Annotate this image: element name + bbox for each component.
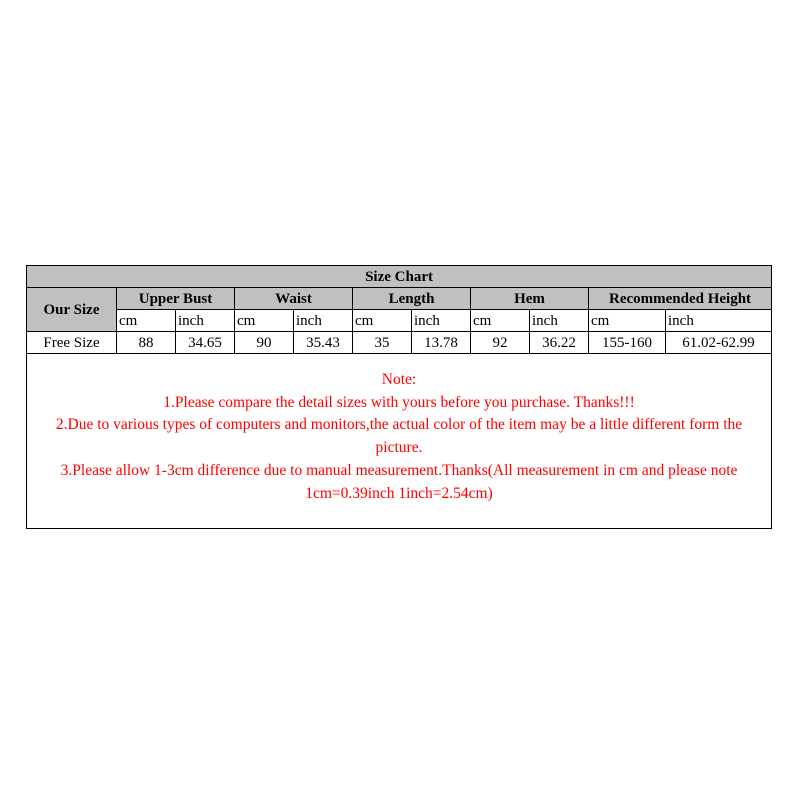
waist-header: Waist — [235, 288, 353, 310]
note-line-1: 1.Please compare the detail sizes with yours before you purchase. Thanks!!! — [163, 393, 635, 411]
value-cell: 92 — [471, 332, 530, 354]
note-block — [31, 354, 767, 505]
upper-bust-header: Upper Bust — [117, 288, 235, 310]
table-row — [27, 332, 772, 354]
value-cell: 36.22 — [530, 332, 589, 354]
unit-cell: inch — [176, 310, 235, 332]
table-title: Size Chart — [27, 266, 772, 288]
value-cell: 88 — [117, 332, 176, 354]
unit-cell: cm — [589, 310, 666, 332]
column-header-row — [27, 288, 772, 310]
value-cell: 34.65 — [176, 332, 235, 354]
value-cell: 35.43 — [294, 332, 353, 354]
hem-header: Hem — [471, 288, 589, 310]
unit-cell: cm — [353, 310, 412, 332]
length-header: Length — [353, 288, 471, 310]
size-chart-table — [26, 265, 772, 529]
value-cell: 35 — [353, 332, 412, 354]
unit-cell: inch — [294, 310, 353, 332]
size-chart — [26, 265, 771, 529]
unit-cell: cm — [471, 310, 530, 332]
value-cell: 90 — [235, 332, 294, 354]
note-row — [27, 354, 772, 529]
unit-cell: cm — [117, 310, 176, 332]
note-line-2: 2.Due to various types of computers and monitors,the actual color of the item may be a little different form the picture. — [55, 416, 743, 457]
value-cell: 61.02-62.99 — [666, 332, 772, 354]
note-line-3: 3.Please allow 1-3cm difference due to manual measurement.Thanks(All measurement in cm and please note 1cm=0.39inch 1inch=2.54cm) — [60, 461, 738, 502]
unit-row — [27, 310, 772, 332]
note-cell — [27, 354, 772, 529]
value-cell: 13.78 — [412, 332, 471, 354]
size-label: Free Size — [27, 332, 117, 354]
unit-cell: inch — [666, 310, 772, 332]
title-row — [27, 266, 772, 288]
value-cell: 155-160 — [589, 332, 666, 354]
unit-cell: inch — [412, 310, 471, 332]
recommended-height-header: Recommended Height — [589, 288, 772, 310]
note-heading: Note: — [381, 371, 417, 388]
our-size-header: Our Size — [27, 288, 117, 332]
unit-cell: inch — [530, 310, 589, 332]
unit-cell: cm — [235, 310, 294, 332]
